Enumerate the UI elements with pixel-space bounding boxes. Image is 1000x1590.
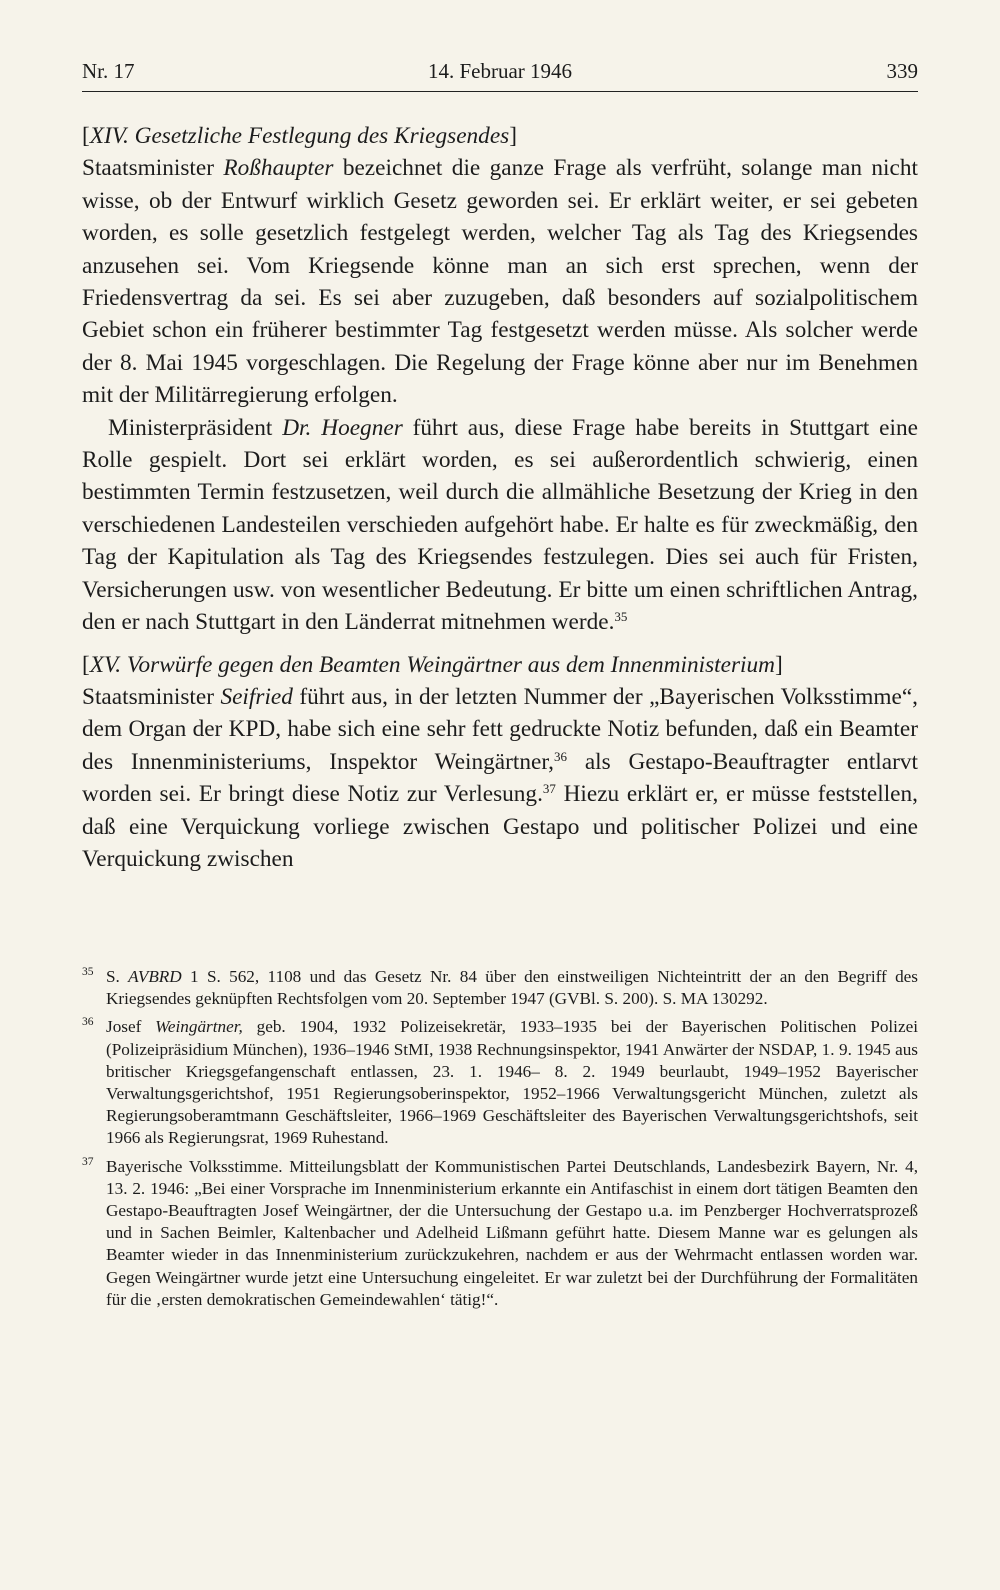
footnote-number: 36 xyxy=(82,1016,94,1029)
footnote-35: 35 S. AVBRD 1 S. 562, 1108 und das Gesetz Nr. 84 über den einstweiligen Nichteintritt der an den Begriff des Kriegsendes geknüpften Rechtsfolgen vom 20. September 1947 (GVBl. S. 200). S. MA 130292. xyxy=(82,966,918,1010)
section-heading-xv-title: XV. Vorwürfe gegen den Beamten Weingärtner aus dem Innenministerium xyxy=(89,651,775,678)
footnote-36: 36 Josef Weingärtner, geb. 1904, 1932 Polizeisekretär, 1933–1935 bei der Bayerischen Politischen Polizei (Polizeipräsidium München), 1936–1946 StMI, 1938 Rechnungsinspektor, 1941 Anwärter der NSDAP, 1. 9. 1945 aus britischer Kriegsgefangenschaft entlassen, 23. 1. 1946– 8. 2. 1949 beurlaubt, 1949–1952 Bayerischer Verwaltungsgerichtshof, 1951 Regierungsoberinspektor, 1952–1966 Verwaltungsgericht München, zuletzt als Regierungsoberamtmann Geschäftsleiter, 1966–1969 Geschäftsleiter des Bayerischen Verwaltungsgerichtshofs, seit 1966 als Regierungsrat, 1969 Ruhestand. xyxy=(82,1016,918,1149)
running-header xyxy=(82,55,918,92)
paragraph-seifried: Staatsminister Seifried führt aus, in der letzten Nummer der „Bayerischen Volksstimme“, dem Organ der KPD, habe sich eine sehr fett gedruckte Notiz befunden, daß ein Beamter des Innenministeriums, Inspektor Weingärtner,$^{36}$ als Gestapo-Beauftragter entlarvt worden sei. Er bringt diese Notiz zur Verlesung.$^{37}$ Hiezu erklärt er, er müsse feststellen, daß eine Verquickung vorliege zwischen Gestapo und politischer Polizei und eine Verquickung zwischen xyxy=(82,683,918,872)
footnote-ref-36: 36 xyxy=(554,748,568,764)
footnote-number: 37 xyxy=(82,1155,94,1168)
issue-number: Nr. 17 xyxy=(82,59,135,83)
footnote-ref-35: 35 xyxy=(614,609,628,625)
paragraph-hoegner: Ministerpräsident Dr. Hoegner führt aus, diese Frage habe bereits in Stuttgart eine Rolle gespielt. Dort sei erklärt worden, es sei außerordentlich schwierig, einen bestimmten Termin festzusetzen, weil durch die allmähliche Besetzung der Krieg in den verschiedenen Landesteilen verschieden aufgehört habe. Er halte es für zweckmäßig, den Tag der Kapitulation als Tag des Kriegsendes festzulegen. Dies sei auch für Fristen, Versicherungen usw. von wesentlicher Bedeutung. Er bitte um einen schriftlichen Antrag, den er nach Stuttgart in den Länderrat mitnehmen werde.$^{35}$ xyxy=(82,414,918,636)
footnotes xyxy=(82,966,918,1317)
header-date: 14. Februar 1946 xyxy=(427,59,573,83)
speaker-name: Dr. Hoegner xyxy=(282,414,403,441)
main-text xyxy=(82,120,918,875)
footnote-37: 37 Bayerische Volksstimme. Mitteilungsblatt der Kommunistischen Partei Deutschlands, Landesbezirk Bayern, Nr. 4, 13. 2. 1946: „Bei einer Vorsprache im Innenministerium erkannte ein Antifaschist in einem dort tätigen Beamten den Gestapo-Beauftragten Josef Weingärtner, der die Untersuchung der Gestapo u.a. im Penzberger Hochverratsprozeß und in Sachen Beimler, Kaltenbacher und Adelheid Lißmann geführt hatte. Diesem Manne war es gelungen als Beamter wieder in das Innenministerium zurückzukehren, nachdem er aus der Wehrmacht entlassen worden war. Gegen Weingärtner wurde jetzt eine Untersuchung eingeleitet. Er war zuletzt bei der Durchführung der Formalitäten für die ‚ersten demokratischen Gemeindewahlen‘ tätig!“. xyxy=(82,1156,918,1311)
section-heading-xv: [XV. Vorwürfe gegen den Beamten Weingärtner aus dem Innenministerium] xyxy=(82,651,783,678)
footnote-number: 35 xyxy=(82,966,94,978)
page-number: 339 xyxy=(886,59,918,83)
section-heading-xiv: [XIV. Gesetzliche Festlegung des Kriegsendes] xyxy=(82,123,517,149)
section-heading-xiv-title: XIV. Gesetzliche Festlegung des Kriegsendes xyxy=(89,123,510,149)
speaker-name: Roßhaupter xyxy=(223,155,334,182)
paragraph-rosshaupter: Staatsminister Roßhaupter bezeichnet die ganze Frage als verfrüht, solange man nicht wisse, ob der Entwurf wirklich Gesetz geworden sei. Er erklärt weiter, er sei gebeten worden, es solle gesetzlich festgelegt werden, welcher Tag als Tag des Kriegsendes anzusehen sei. Vom Kriegsende könne man an sich erst sprechen, wenn der Friedensvertrag da sei. Es sei aber zuzugeben, daß besonders auf sozialpolitischem Gebiet schon ein früherer bestimmter Tag festgesetzt werden müsse. Als solcher werde der 8. Mai 1945 vorgeschlagen. Die Regelung der Frage könne aber nur im Benehmen mit der Militärregierung erfolgen. xyxy=(82,155,918,409)
speaker-name: Seifried xyxy=(220,683,293,710)
footnote-ref-37: 37 xyxy=(542,781,556,797)
